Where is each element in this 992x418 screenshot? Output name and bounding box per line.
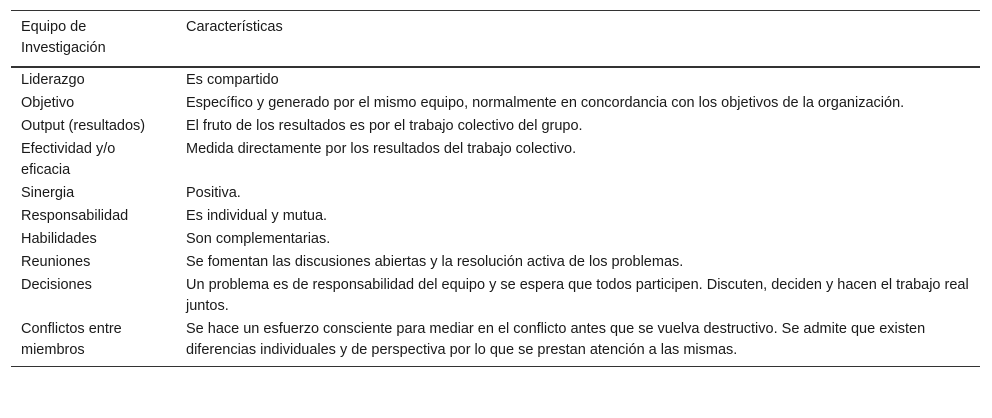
- row-value: Es compartido: [186, 72, 279, 88]
- header-characteristics: Características: [176, 11, 980, 68]
- row-value: Se hace un esfuerzo consciente para mediar en el conflicto antes que se vuelva destructivo. Se admite que existen diferencias individuales y de perspectiva por lo que se prestan atención a las mismas.: [176, 319, 980, 367]
- row-label: Decisiones: [21, 277, 92, 293]
- table-row: [11, 183, 980, 206]
- row-label: Liderazgo: [21, 72, 85, 88]
- row-value: Es individual y mutua.: [186, 208, 328, 224]
- row-label: Output (resultados): [21, 118, 146, 134]
- table-row: [11, 319, 980, 367]
- table-row: [11, 116, 980, 139]
- header-research-team: Equipo de Investigación: [11, 11, 176, 68]
- row-value: Específico y generado por el mismo equipo, normalmente en concordancia con los objetivos de la organización.: [186, 95, 905, 111]
- characteristics-table: [11, 10, 980, 367]
- table-row: [11, 67, 980, 93]
- row-value: Son complementarias.: [186, 231, 331, 247]
- row-value: Un problema es de responsabilidad del equipo y se espera que todos participen. Discuten, deciden y hacen el trabajo real juntos.: [186, 277, 969, 314]
- row-label: Efectividad y/o eficacia: [21, 141, 116, 178]
- table-row: [11, 93, 980, 116]
- row-label: Sinergia: [21, 185, 75, 201]
- characteristics-table-container: [11, 10, 980, 367]
- table-row: [11, 229, 980, 252]
- row-value: Medida directamente por los resultados del trabajo colectivo.: [186, 141, 577, 157]
- row-label: Reuniones: [21, 254, 91, 270]
- header-row: [11, 11, 980, 68]
- row-label: Conflictos entre miembros: [11, 319, 176, 367]
- row-label: Responsabilidad: [21, 208, 129, 224]
- table-row: [11, 275, 980, 319]
- row-label: Habilidades: [21, 231, 97, 247]
- row-label: Objetivo: [21, 95, 75, 111]
- table-row: [11, 252, 980, 275]
- row-value: Se fomentan las discusiones abiertas y la resolución activa de los problemas.: [186, 254, 684, 270]
- table-body: [11, 67, 980, 367]
- table-row: [11, 206, 980, 229]
- table-header: [11, 11, 980, 68]
- row-value: Positiva.: [186, 185, 241, 201]
- row-value: El fruto de los resultados es por el trabajo colectivo del grupo.: [186, 118, 583, 134]
- table-row: [11, 139, 980, 183]
